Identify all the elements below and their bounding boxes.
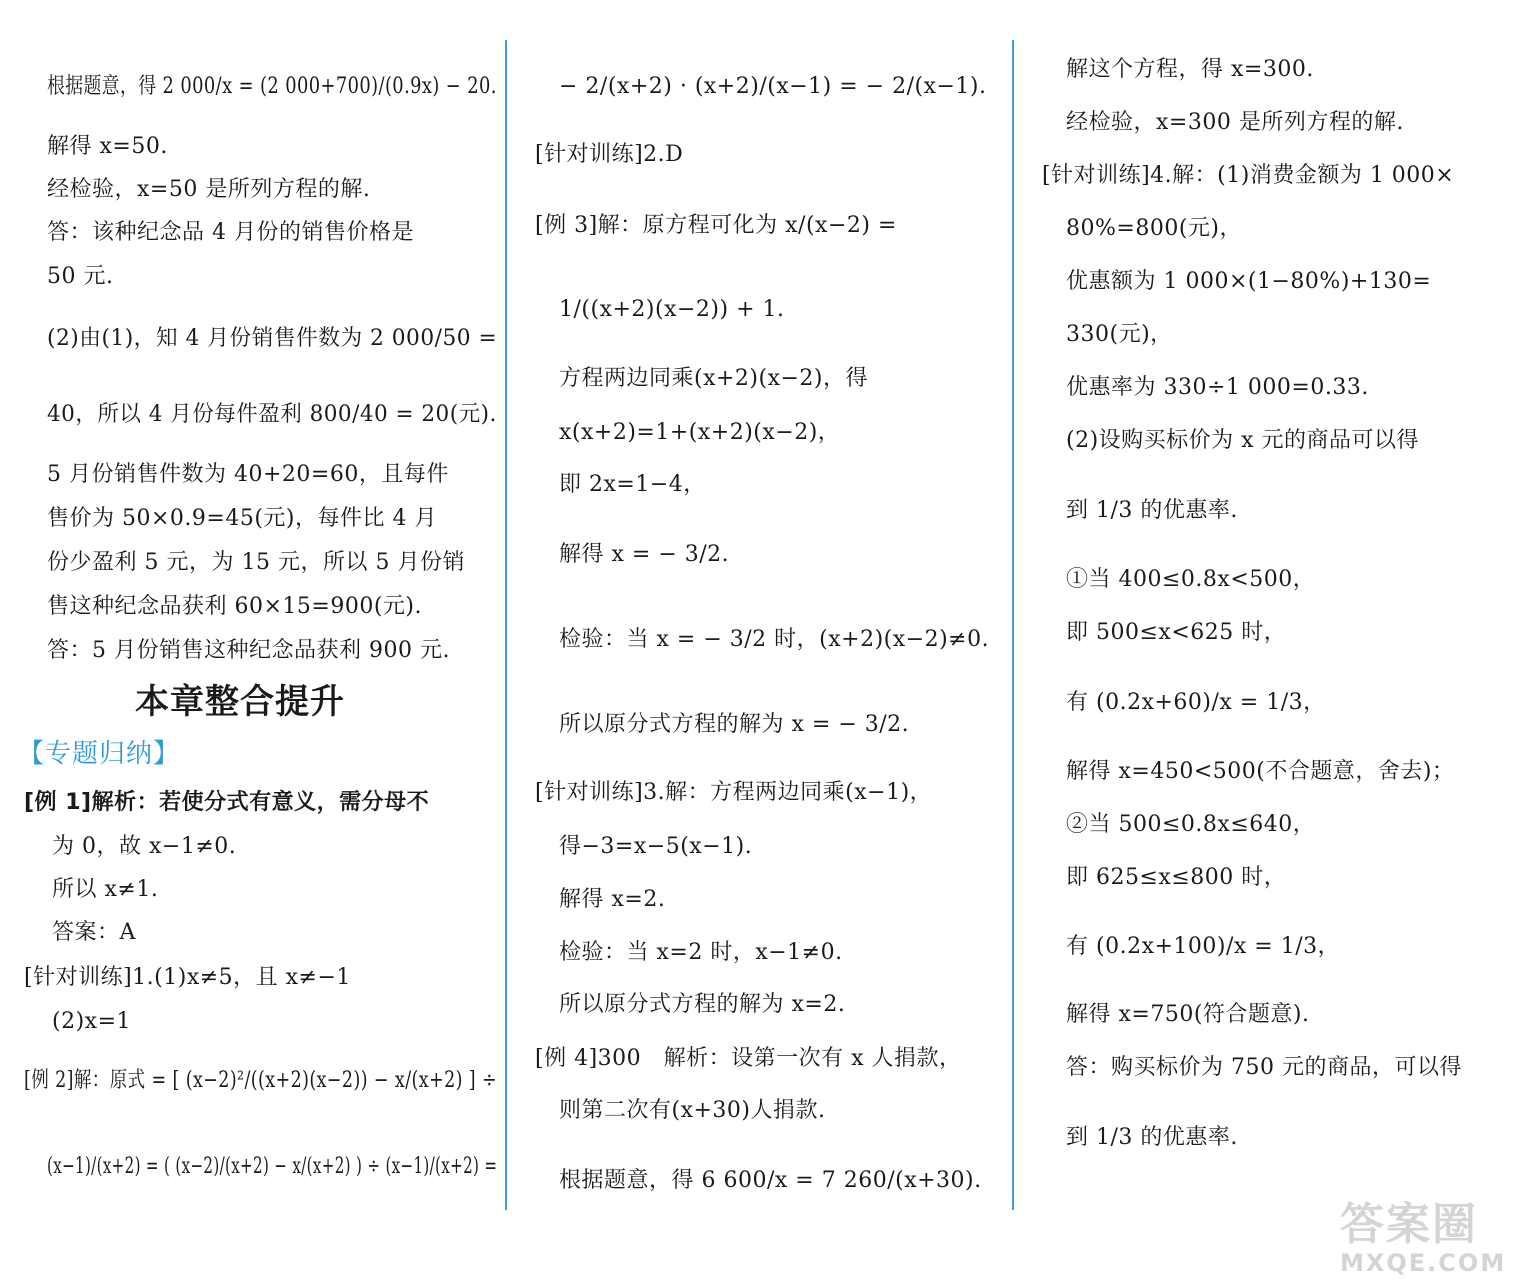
text-line: 答：该种纪念品 4 月份的销售价格是 bbox=[47, 220, 414, 245]
text-line: 方程两边同乘(x+2)(x−2)，得 bbox=[559, 366, 869, 391]
watermark-logo bbox=[1340, 1200, 1530, 1280]
text-line: 到 1/3 的优惠率. bbox=[1066, 1125, 1238, 1150]
text-line: 所以原分式方程的解为 x=2. bbox=[559, 992, 846, 1017]
text-line: 经检验，x=50 是所列方程的解. bbox=[47, 177, 371, 202]
text-line: 即 2x=1−4， bbox=[559, 472, 706, 497]
text-line: [针对训练]3.解：方程两边同乘(x−1)， bbox=[535, 780, 933, 805]
text-line: 解得 x=750(符合题意). bbox=[1066, 1002, 1310, 1027]
text-line: − 2/(x+2) · (x+2)/(x−1) = − 2/(x−1). bbox=[559, 74, 987, 99]
text-line: [针对训练]2.D bbox=[535, 142, 684, 167]
text-line: 解得 x=50. bbox=[47, 134, 168, 159]
text-line: (2)由(1)，知 4 月份销售件数为 2 000/50 = bbox=[47, 326, 498, 351]
text-line: 根据题意，得 2 000/x = (2 000+700)/(0.9x) − 20. bbox=[47, 74, 497, 99]
text-line: 优惠率为 330÷1 000=0.33. bbox=[1066, 375, 1369, 400]
text-line: 解得 x = − 3/2. bbox=[559, 542, 730, 567]
text-line: [针对训练]1.(1)x≠5，且 x≠−1 bbox=[24, 965, 351, 990]
text-line bbox=[24, 788, 429, 818]
text-line: 到 1/3 的优惠率. bbox=[1066, 498, 1238, 523]
watermark-text: 答案圈 bbox=[1340, 1199, 1478, 1250]
text-line: 即 625≤x≤800 时， bbox=[1066, 865, 1287, 890]
watermark-url: MXQE.COM bbox=[1340, 1249, 1507, 1277]
text-line: 根据题意，得 6 600/x = 7 260/(x+30). bbox=[559, 1168, 982, 1193]
text-line: (x−1)/(x+2) = ( (x−2)/(x+2) − x/(x+2) ) ÷ (x−1)/(x+2) = bbox=[47, 1154, 498, 1179]
text-line: 有 (0.2x+100)/x = 1/3， bbox=[1066, 934, 1341, 959]
text-line: 售这种纪念品获利 60×15=900(元). bbox=[47, 594, 422, 619]
text-line: 解得 x=450<500(不合题意，舍去)； bbox=[1066, 759, 1455, 784]
text-line: 50 元. bbox=[47, 264, 114, 289]
text-line: 40，所以 4 月份每件盈利 800/40 = 20(元). bbox=[47, 402, 497, 427]
text-line: 有 (0.2x+60)/x = 1/3， bbox=[1066, 690, 1326, 715]
text-line: 优惠额为 1 000×(1−80%)+130= bbox=[1066, 269, 1432, 294]
text-line: ②当 500≤0.8x≤640， bbox=[1066, 812, 1316, 837]
text-line: x(x+2)=1+(x+2)(x−2)， bbox=[559, 420, 841, 445]
text-line: 解这个方程，得 x=300. bbox=[1066, 57, 1314, 82]
text-line: 330(元)， bbox=[1066, 322, 1173, 347]
text-line: 经检验，x=300 是所列方程的解. bbox=[1066, 110, 1404, 135]
column-1 bbox=[0, 0, 505, 1282]
text-line: 售价为 50×0.9=45(元)，每件比 4 月 bbox=[47, 506, 437, 531]
column-3 bbox=[1014, 0, 1536, 1282]
text-line: 1/((x+2)(x−2)) + 1. bbox=[559, 297, 785, 322]
text-line: (2)设购买标价为 x 元的商品可以得 bbox=[1066, 428, 1420, 453]
text-line: 80%=800(元)， bbox=[1066, 216, 1242, 241]
text-line: 答：购买标价为 750 元的商品，可以得 bbox=[1066, 1055, 1462, 1080]
text-line: 为 0，故 x−1≠0. bbox=[52, 834, 237, 859]
text-line: 答案：A bbox=[52, 920, 136, 945]
example-label: [例 1]解析：若使分式有意义，需分母不 bbox=[24, 790, 430, 815]
text-line: [例 2]解：原式 = [ (x−2)²/((x+2)(x−2)) − x/(x+2) ] ÷ bbox=[24, 1068, 498, 1093]
text-line: 份少盈利 5 元，为 15 元，所以 5 月份销 bbox=[47, 550, 465, 575]
column-2 bbox=[507, 0, 1012, 1282]
text-line: 检验：当 x = − 3/2 时，(x+2)(x−2)≠0. bbox=[559, 627, 990, 652]
section-heading: 【专题归纳】 bbox=[18, 739, 181, 769]
text-line: 答：5 月份销售这种纪念品获利 900 元. bbox=[47, 638, 450, 663]
text-line: 解得 x=2. bbox=[559, 887, 666, 912]
text-line: [针对训练]4.解：(1)消费金额为 1 000× bbox=[1042, 163, 1455, 188]
text-line: 所以原分式方程的解为 x = − 3/2. bbox=[559, 712, 910, 737]
text-line: ①当 400≤0.8x<500， bbox=[1066, 567, 1316, 592]
text-line: [例 4]300 解析：设第一次有 x 人捐款， bbox=[535, 1046, 962, 1071]
chapter-title: 本章整合提升 bbox=[135, 682, 345, 722]
text-line: 则第二次有(x+30)人捐款. bbox=[559, 1098, 826, 1123]
text-line: 5 月份销售件数为 40+20=60，且每件 bbox=[47, 462, 449, 487]
text-line: 得−3=x−5(x−1). bbox=[559, 834, 753, 859]
text-line: 所以 x≠1. bbox=[52, 877, 159, 902]
text-line: 即 500≤x<625 时， bbox=[1066, 620, 1287, 645]
text-line: (2)x=1 bbox=[52, 1009, 132, 1034]
text-line: [例 3]解：原方程可化为 x/(x−2) = bbox=[535, 213, 897, 238]
text-line: 检验：当 x=2 时，x−1≠0. bbox=[559, 940, 843, 965]
